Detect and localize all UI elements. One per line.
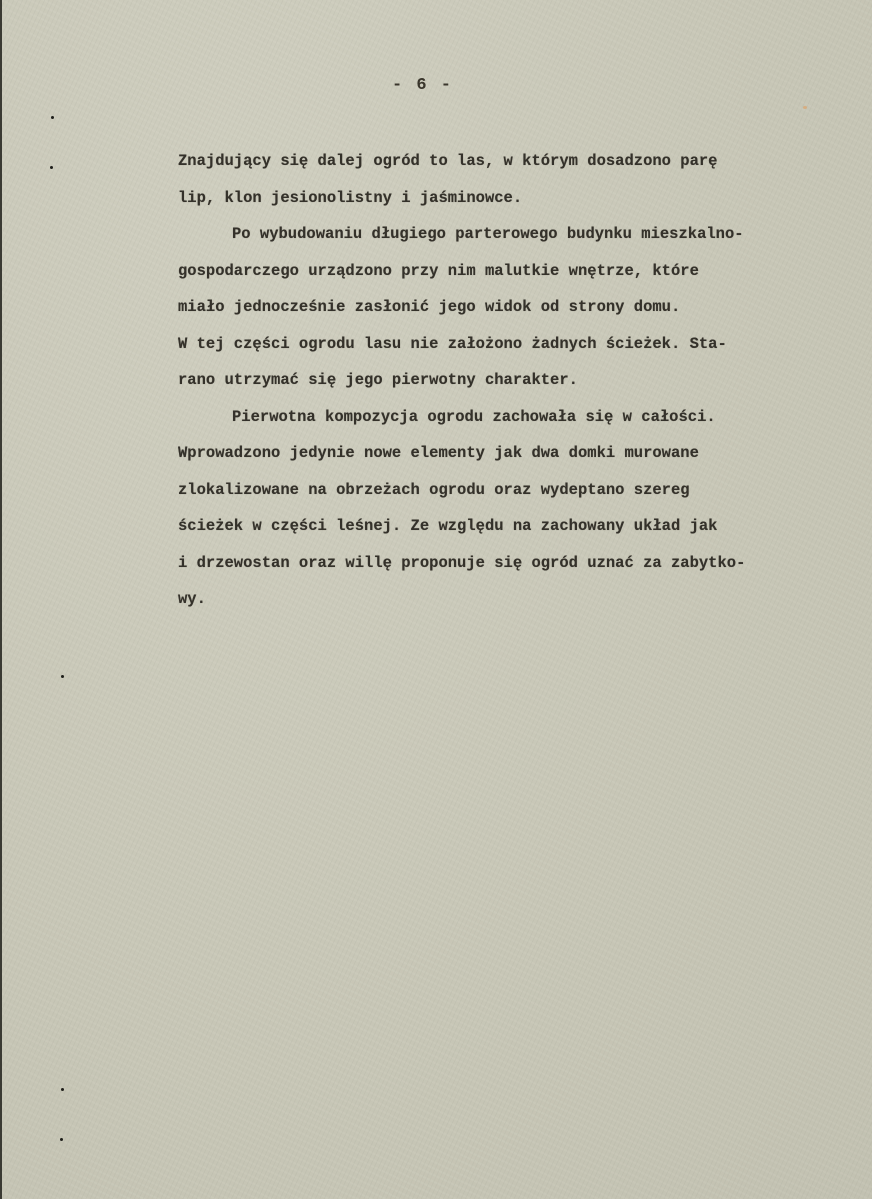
paragraph-3 <box>178 399 858 618</box>
text-line: lip, klon jesionolistny i jaśminowce. <box>178 188 523 207</box>
text-line: W tej części ogrodu lasu nie założono żadnych ścieżek. Sta- <box>178 334 727 353</box>
paragraph-2 <box>178 216 858 399</box>
text-line: gospodarczego urządzono przy nim malutkie wnętrze, które <box>178 261 699 280</box>
margin-dot <box>60 1138 63 1141</box>
margin-dot <box>61 1088 64 1091</box>
margin-dot <box>51 116 54 119</box>
text-line: Pierwotna kompozycja ogrodu zachowała się w całości. <box>232 407 716 426</box>
text-line: wy. <box>178 590 206 608</box>
text-line: Znajdujący się dalej ogród to las, w którym dosadzono parę <box>178 152 718 170</box>
page-edge <box>0 0 2 1199</box>
text-line: ścieżek w części leśnej. Ze względu na zachowany układ jak <box>178 517 718 535</box>
text-line: Po wybudowaniu długiego parterowego budynku mieszkalno- <box>232 225 744 243</box>
margin-dot <box>61 675 64 678</box>
text-line: i drzewostan oraz willę proponuje się ogród uznać za zabytko- <box>178 553 746 572</box>
margin-dot <box>50 166 53 169</box>
text-line: Wprowadzono jedynie nowe elementy jak dwa domki murowane <box>178 444 699 462</box>
body-text <box>178 143 858 618</box>
text-line: zlokalizowane na obrzeżach ogrodu oraz wydeptano szereg <box>178 480 690 499</box>
text-line: miało jednocześnie zasłonić jego widok od strony domu. <box>178 298 681 316</box>
text-line: rano utrzymać się jego pierwotny charakter. <box>178 371 578 389</box>
paragraph-1 <box>178 143 858 216</box>
page-number: - 6 - <box>392 76 454 95</box>
paper-stain <box>803 106 807 109</box>
